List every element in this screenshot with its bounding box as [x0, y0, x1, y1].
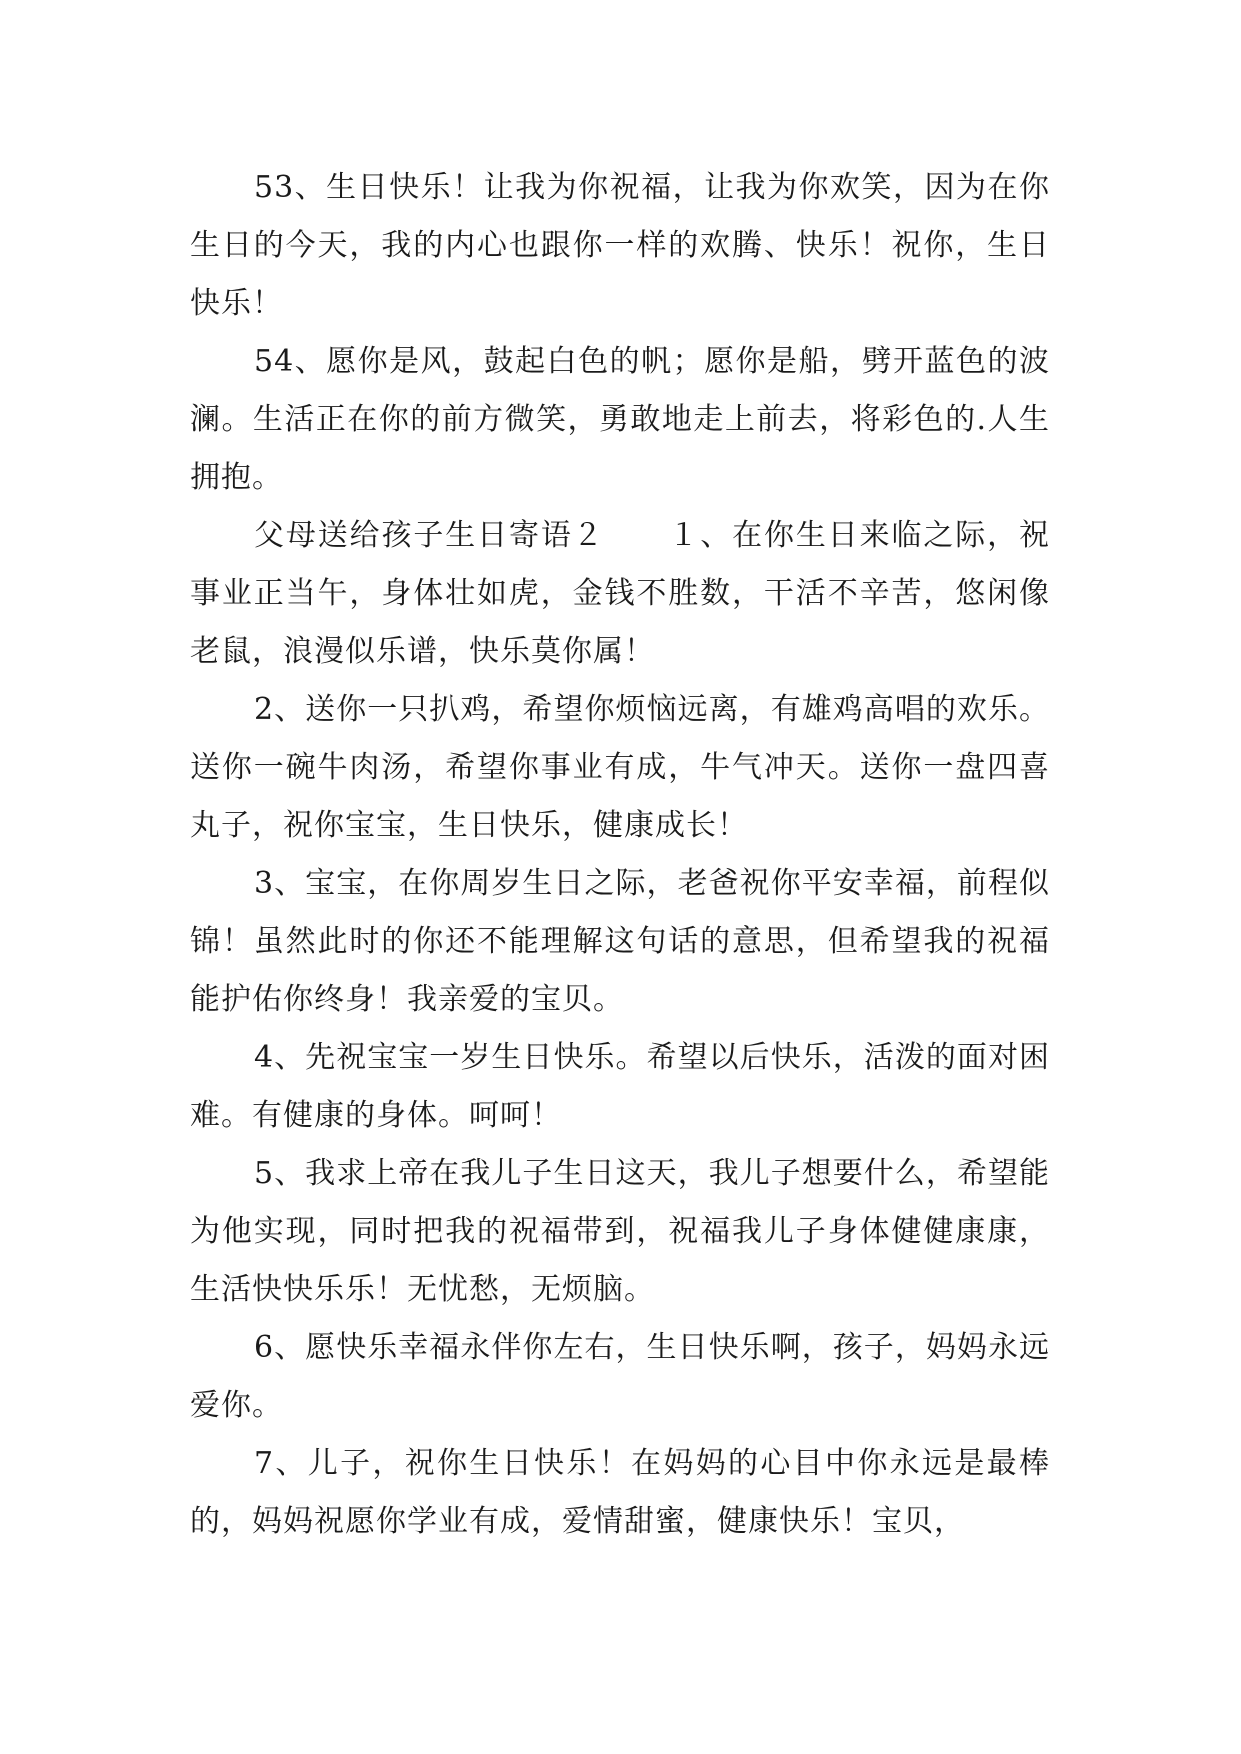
section-heading-paragraph-1: 父母送给孩子生日寄语２ １、在你生日来临之际，祝事业正当午，身体壮如虎，金钱不胜数，干活不辛苦，悠闲像老鼠，浪漫似乐谱，快乐莫你属！ — [190, 518, 1050, 669]
paragraph-3: 3、宝宝，在你周岁生日之际，老爸祝你平安幸福，前程似锦！虽然此时的你还不能理解这句话的意思，但希望我的祝福能护佑你终身！我亲爱的宝贝。 — [190, 866, 1050, 1017]
paragraph-5: 5、我求上帝在我儿子生日这天，我儿子想要什么，希望能为他实现，同时把我的祝福带到，祝福我儿子身体健健康康，生活快快乐乐！无忧愁，无烦脑。 — [190, 1156, 1050, 1307]
paragraph-4: 4、先祝宝宝一岁生日快乐。希望以后快乐，活泼的面对困难。有健康的身体。呵呵！ — [190, 1040, 1050, 1133]
paragraph-2: 2、送你一只扒鸡，希望你烦恼远离，有雄鸡高唱的欢乐。送你一碗牛肉汤，希望你事业有成，牛气冲天。送你一盘四喜丸子，祝你宝宝，生日快乐，健康成长！ — [190, 692, 1050, 843]
paragraph-6: 6、愿快乐幸福永伴你左右，生日快乐啊，孩子，妈妈永远爱你。 — [190, 1330, 1050, 1423]
document-body — [190, 159, 1050, 1551]
paragraph-53: 53、生日快乐！让我为你祝福，让我为你欢笑，因为在你生日的今天，我的内心也跟你一样的欢腾、快乐！祝你，生日快乐！ — [190, 170, 1050, 321]
paragraph-54: 54、愿你是风，鼓起白色的帆；愿你是船，劈开蓝色的波澜。生活正在你的前方微笑，勇敢地走上前去，将彩色的.人生拥抱。 — [190, 344, 1050, 495]
paragraph-7: 7、儿子，祝你生日快乐！在妈妈的心目中你永远是最棒的，妈妈祝愿你学业有成，爱情甜蜜，健康快乐！宝贝， — [190, 1446, 1050, 1539]
